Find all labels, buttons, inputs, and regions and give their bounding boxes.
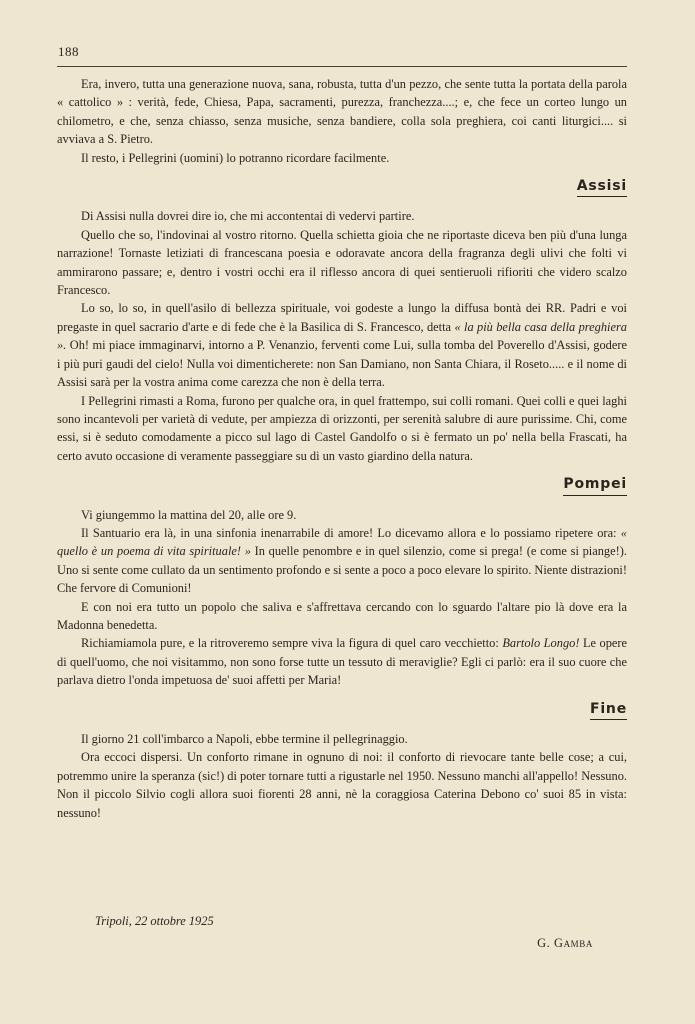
pompei-p2-text-a: Il Santuario era là, in una sinfonia inenarrabile di amore! Lo dicevamo allora e lo possiamo ripetere ora: — [81, 525, 621, 540]
assisi-p3-text-b: Oh! mi piace immaginarvi, intorno a P. Venanzio, ferventi come Lui, sulla tomba del Poverello d'Assisi, godere i più puri gaudi del cielo! Nulla voi dimenticherete: non San Damiano, non Santa Chiara, il Roseto..... e il nome di Assisi sarà per la vostra anima come carezza che non è della terra. — [57, 338, 627, 390]
pompei-heading-row — [57, 475, 627, 495]
pompei-paragraph-4 — [57, 634, 627, 689]
section-heading-assisi: Assisi — [577, 177, 627, 197]
pompei-p4-text-a: Richiamiamola pure, e la ritroveremo sempre viva la figura di quel caro vecchietto: — [81, 636, 503, 651]
place-date: Tripoli, 22 ottobre 1925 — [95, 914, 214, 928]
header-rule — [57, 66, 627, 67]
author-signature: G. Gamba — [537, 936, 593, 950]
body-text — [57, 75, 627, 822]
intro-paragraph-1: Era, invero, tutta una generazione nuova, sana, robusta, tutta d'un pezzo, che sente tutta la portata della parola « cattolico » : verità, fede, Chiesa, Papa, sacramenti, purezza, franchezza....; e, che fece un corteo lungo un chilometro, e che, senza chiasso, senza musiche, senza bandiere, colla sola preghiera, coi canti liturgici.... si avviava a S. Pietro. — [57, 77, 627, 147]
closing-block — [57, 914, 627, 929]
assisi-paragraph-1: Di Assisi nulla dovrei dire io, che mi accontentai di vedervi partire. — [81, 209, 415, 224]
pompei-p2-quote: « quello è un poema di vita spirituale! » — [57, 525, 627, 559]
assisi-p3-text-a: Lo so, lo so, in quell'asilo di bellezza spirituale, voi godeste a lungo la diffusa bontà dei RR. Padri e voi pregaste in quel sacrario d'arte e di fede che è la Basilica di S. Francesco, detta — [57, 301, 627, 334]
pompei-paragraph-1: Vi giungemmo la mattina del 20, alle ore 9. — [81, 507, 297, 522]
intro-paragraph-2: Il resto, i Pellegrini (uomini) lo potranno ricordare facilmente. — [81, 150, 390, 165]
assisi-paragraph-4: I Pellegrini rimasti a Roma, furono per qualche ora, in quel frattempo, sui colli romani. Quei colli e quei laghi sono incantevoli per varietà di vedute, per ampiezza di orizzonti, per serenità salubre di aure purissime. Chi, come essi, si è seduto comodamente a picco sul lago di Castel Gandolfo o si è fermato un po' nella bella Frascati, ha certo avuto occasione di veramente passeggiare su di un vasto giardino della natura. — [57, 393, 627, 463]
fine-heading-row — [57, 700, 627, 720]
section-heading-pompei: Pompei — [563, 475, 627, 495]
pompei-paragraph-2 — [57, 524, 627, 598]
fine-paragraph-2: Ora eccoci dispersi. Un conforto rimane in ognuno di noi: il conforto di rievocare tante belle cose; a cui, potremmo unire la speranza (sic!) di poter tornare tutti a rigustarle nel 1950. Nessuno manchi all'appello! Nessuno. Non il piccolo Silvio cogli allora suoi fiorenti 28 anni, nè la coraggiosa Caterina Debono co' suoi 85 in vista: nessuno! — [57, 750, 627, 820]
assisi-paragraph-3 — [57, 299, 627, 391]
section-heading-fine: Fine — [590, 700, 627, 720]
assisi-paragraph-2: Quello che so, l'indovinai al vostro ritorno. Quella schietta gioia che ne riportaste diceva ben più d'una lunga narrazione! Tornaste letiziati di francescana poesia e odoravate ancora della fragranza degli ulivi che folti vi ammirarono passare; e, dentro i vostri occhi era il riflesso ancora di quei sentieruoli rifioriti che videro scalzo Francesco. — [57, 227, 627, 298]
page-number: 188 — [58, 44, 79, 59]
pompei-paragraph-3: E con noi era tutto un popolo che saliva e s'affrettava cercando con lo sguardo l'altare pio là dove era la Madonna benedetta. — [57, 599, 627, 632]
assisi-p3-quote: « la più bella casa della preghiera ». — [57, 319, 627, 353]
pompei-p2-text-b: In quelle penombre e in quel silenzio, come si prega! (e come si piange!). Uno si sente come cullato da un sentimento profondo e si sente a poco a poco elevare lo spirito. Niente distrazioni! Che fervore di Comunioni! — [57, 544, 627, 596]
pompei-p4-name: Bartolo Longo! — [502, 636, 580, 651]
assisi-heading-row — [57, 177, 627, 197]
pompei-p4-text-b: Le opere di quell'uomo, che noi visitammo, non sono forse tutte un tessuto di meraviglie? Egli ci parlò: era il suo cuore che parlava dietro l'onda impetuosa de' suoi affetti per Maria! — [57, 636, 628, 688]
fine-paragraph-1: Il giorno 21 coll'imbarco a Napoli, ebbe termine il pellegrinaggio. — [81, 732, 408, 746]
